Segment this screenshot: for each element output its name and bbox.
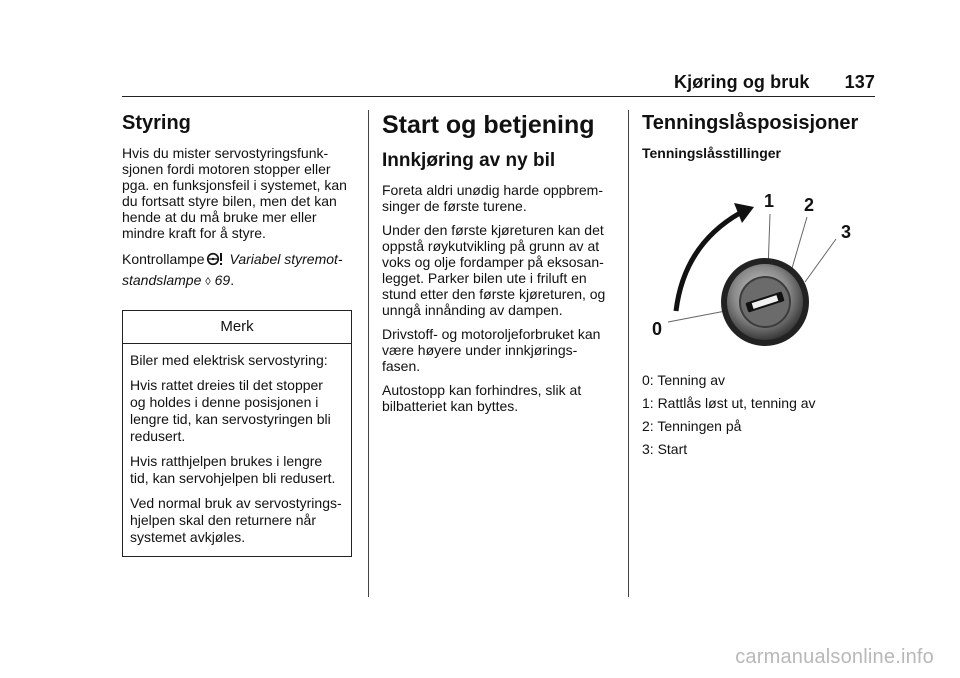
position-line-2 [790, 217, 807, 275]
position-label-1: 1 [764, 191, 775, 211]
column-divider-2 [628, 110, 629, 597]
legend-item: 2: Tenningen på [642, 418, 742, 434]
note-paragraph-2: Hvis rattet dreies til det stopper og holdes i denne posisjonen i lengre tid, kan servostyringen bli redusert. [130, 377, 331, 444]
steering-reference [122, 249, 358, 292]
heading-steering: Styring [122, 112, 191, 134]
note-paragraph-1: Biler med elektrisk servostyring: [130, 352, 328, 368]
note-box [122, 310, 352, 557]
heading-break-in: Innkjøring av ny bil [382, 150, 556, 171]
column-ignition [642, 108, 878, 171]
note-body [123, 344, 351, 556]
reference-title-1: Variabel styremot- [229, 251, 343, 267]
break-in-paragraph-4: Autostopp kan forhindres, slik at bilbatteriet kan byttes. [382, 382, 582, 414]
ignition-switch-diagram [640, 185, 870, 355]
page-header [674, 72, 875, 93]
position-label-0: 0 [652, 319, 663, 339]
break-in-paragraph-1: Foreta aldri unødig harde oppbrem- singer de første turene. [382, 182, 604, 214]
steering-paragraph: Hvis du mister servostyringsfunk- sjonen fordi motoren stopper eller pga. en funksjonsfeil i systemet, kan du fortsatt styre bilen, men det kan hende at du må bruke mer eller mindre kraft for å styre. [122, 145, 347, 241]
note-paragraph-4: Ved normal bruk av servostyrings- hjelpen skal den returnere når systemet avkjøles. [130, 495, 342, 545]
position-label-2: 2 [804, 195, 815, 215]
steering-warning-icon [207, 251, 224, 268]
chapter-title: Kjøring og bruk [674, 72, 810, 92]
position-line-3 [805, 239, 836, 282]
break-in-paragraph-3: Drivstoff- og motoroljeforbruket kan være høyere under innkjørings- fasen. [382, 326, 601, 374]
reference-title-2: standslampe [122, 272, 202, 288]
reference-page-link[interactable]: 69 [214, 272, 231, 288]
legend-item: 1: Rattlås løst ut, tenning av [642, 395, 816, 411]
heading-ignition-positions: Tenningslåsstillinger [642, 145, 781, 161]
position-label-3: 3 [841, 222, 852, 242]
note-title: Merk [123, 311, 351, 344]
heading-ignition: Tenningslåsposisjoner [642, 112, 859, 134]
column-steering [122, 108, 358, 557]
heading-start: Start og betjening [382, 111, 595, 139]
note-paragraph-3: Hvis ratthjelpen brukes i lengre tid, kan servohjelpen bli redusert. [130, 453, 336, 486]
column-start [382, 108, 618, 422]
legend-item: 3: Start [642, 441, 688, 457]
reference-lead: Kontrollampe [122, 251, 205, 267]
ignition-legend [642, 372, 816, 464]
page-number: 137 [844, 72, 875, 92]
reference-end: . [230, 272, 235, 288]
legend-item: 0: Tenning av [642, 372, 726, 388]
watermark: carmanualsonline.info [735, 646, 934, 668]
break-in-paragraph-2: Under den første kjøreturen kan det oppstå røykutvikling på grunn av at voks og olje fordamper på eksosan- legget. Parker bilen ute i friluft en stund etter den første kjøreturen, og unngå innånding av dampen. [382, 222, 606, 318]
column-divider-1 [368, 110, 369, 597]
header-rule [122, 96, 875, 97]
reference-arrow-icon: ◊ [205, 276, 211, 288]
